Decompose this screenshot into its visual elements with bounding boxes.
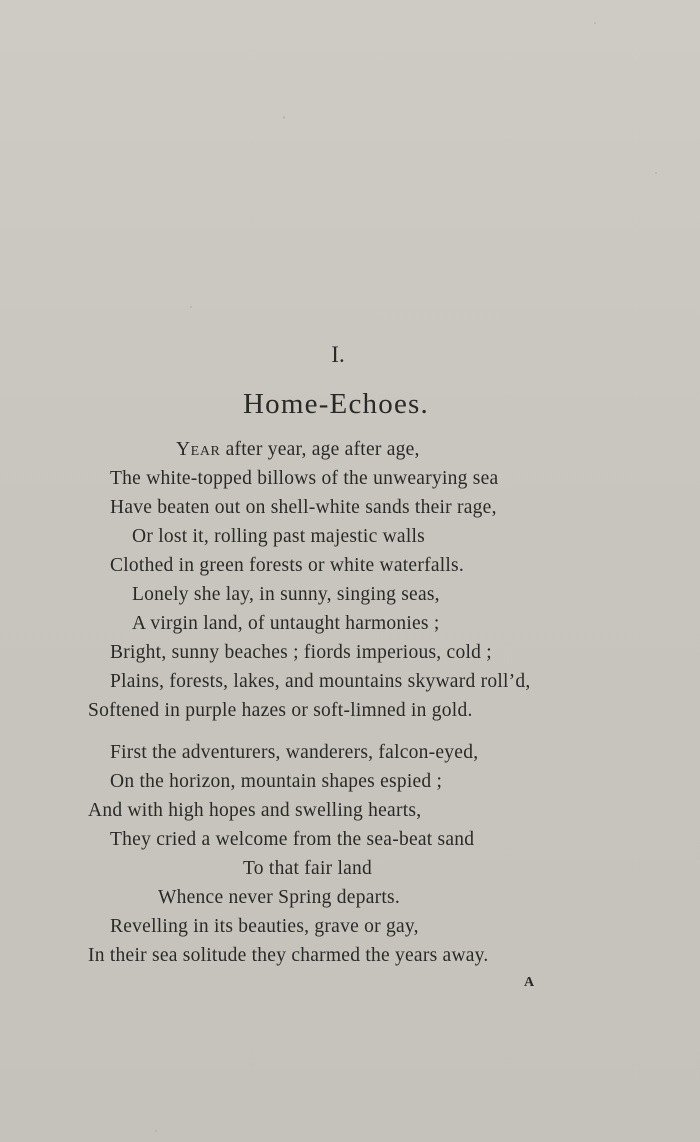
poem-line — [176, 439, 420, 461]
paper-speck — [594, 22, 596, 24]
poem-line: Clothed in green forests or white waterfalls. — [110, 555, 465, 576]
poem-line: In their sea solitude they charmed the years away. — [88, 945, 489, 966]
opening-word: Year — [176, 439, 221, 460]
paper-speck — [655, 172, 657, 174]
poem-line: To that fair land — [243, 858, 373, 879]
poem-line: The white-topped billows of the unwearying sea — [110, 468, 499, 489]
poem-line: Have beaten out on shell-white sands their rage, — [110, 497, 497, 518]
opening-line-rest: after year, age after age, — [220, 439, 420, 460]
poem-line: Revelling in its beauties, grave or gay, — [110, 916, 419, 937]
poem-title: Home-Echoes. — [243, 388, 429, 420]
poem-line: Whence never Spring departs. — [158, 887, 400, 908]
section-number: I. — [331, 342, 345, 367]
poem-line: Plains, forests, lakes, and mountains skyward roll’d, — [110, 671, 531, 692]
poem-line: And with high hopes and swelling hearts, — [88, 800, 422, 821]
poem-line: Or lost it, rolling past majestic walls — [132, 526, 426, 547]
poem-line: Lonely she lay, in sunny, singing seas, — [132, 584, 440, 605]
poem-line: On the horizon, mountain shapes espied ; — [110, 771, 443, 792]
poem-line: Softened in purple hazes or soft-limned in gold. — [88, 700, 473, 721]
paper-speck — [155, 1130, 157, 1132]
poem-line: A virgin land, of untaught harmonies ; — [132, 613, 440, 634]
poem-line: First the adventurers, wanderers, falcon-eyed, — [110, 742, 479, 763]
poem-line: They cried a welcome from the sea-beat sand — [110, 829, 475, 850]
poem-line: Bright, sunny beaches ; fiords imperious, cold ; — [110, 642, 492, 663]
signature-mark: A — [524, 975, 535, 990]
paper-speck — [283, 116, 285, 119]
paper-speck — [190, 306, 192, 308]
